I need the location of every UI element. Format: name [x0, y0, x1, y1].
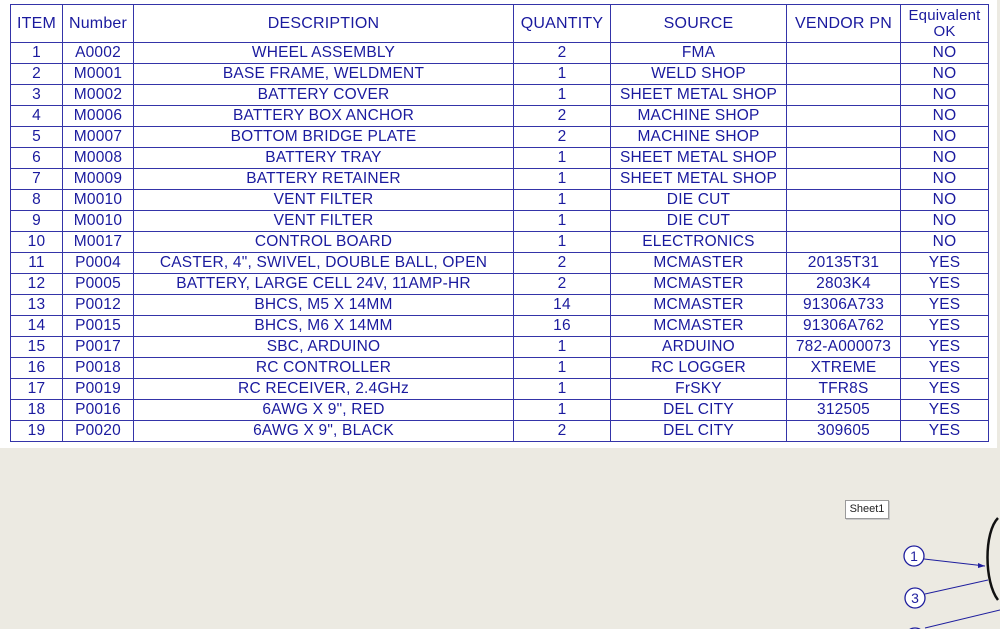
cell-source: RC LOGGER — [611, 358, 787, 379]
cell-item: 3 — [11, 85, 63, 106]
cell-number: M0007 — [63, 127, 134, 148]
cell-item: 11 — [11, 253, 63, 274]
table-row[interactable] — [11, 211, 989, 232]
table-row[interactable] — [11, 316, 989, 337]
cell-source: DEL CITY — [611, 400, 787, 421]
cell-number: P0016 — [63, 400, 134, 421]
cell-item: 12 — [11, 274, 63, 295]
cell-item: 19 — [11, 421, 63, 442]
table-row[interactable] — [11, 253, 989, 274]
cell-number: P0005 — [63, 274, 134, 295]
cell-equivalent: YES — [901, 400, 989, 421]
cell-vendor-pn: 91306A762 — [787, 316, 901, 337]
cell-equivalent: YES — [901, 274, 989, 295]
header-quantity[interactable]: QUANTITY — [514, 5, 611, 43]
table-row[interactable] — [11, 358, 989, 379]
cell-equivalent: YES — [901, 253, 989, 274]
cell-source: SHEET METAL SHOP — [611, 148, 787, 169]
cell-source: MCMASTER — [611, 295, 787, 316]
cell-description: RC RECEIVER, 2.4GHz — [134, 379, 514, 400]
cell-number: M0010 — [63, 190, 134, 211]
cell-description: VENT FILTER — [134, 211, 514, 232]
cell-description: BATTERY, LARGE CELL 24V, 11AMP-HR — [134, 274, 514, 295]
header-equivalent-line1: Equivalent — [908, 6, 981, 24]
table-row[interactable] — [11, 190, 989, 211]
cell-equivalent: NO — [901, 127, 989, 148]
table-row[interactable] — [11, 64, 989, 85]
cell-description: BATTERY BOX ANCHOR — [134, 106, 514, 127]
cell-description: 6AWG X 9", RED — [134, 400, 514, 421]
cell-vendor-pn — [787, 127, 901, 148]
cell-quantity: 2 — [514, 274, 611, 295]
cell-description: WHEEL ASSEMBLY — [134, 43, 514, 64]
cell-quantity: 1 — [514, 190, 611, 211]
sheet-tooltip[interactable]: Sheet1 — [845, 500, 889, 519]
cell-description: BOTTOM BRIDGE PLATE — [134, 127, 514, 148]
cell-number: P0012 — [63, 295, 134, 316]
cell-vendor-pn — [787, 211, 901, 232]
cell-quantity: 1 — [514, 64, 611, 85]
cell-vendor-pn — [787, 43, 901, 64]
header-vendor-pn[interactable]: VENDOR PN — [787, 5, 901, 43]
header-source[interactable]: SOURCE — [611, 5, 787, 43]
cell-vendor-pn: 91306A733 — [787, 295, 901, 316]
cell-equivalent: NO — [901, 169, 989, 190]
cell-description: BASE FRAME, WELDMENT — [134, 64, 514, 85]
cell-quantity: 2 — [514, 43, 611, 64]
cell-vendor-pn: XTREME — [787, 358, 901, 379]
cell-quantity: 1 — [514, 169, 611, 190]
table-row[interactable] — [11, 85, 989, 106]
cell-number: A0002 — [63, 43, 134, 64]
cell-quantity: 1 — [514, 337, 611, 358]
cell-source: DIE CUT — [611, 190, 787, 211]
cell-description: CASTER, 4", SWIVEL, DOUBLE BALL, OPEN — [134, 253, 514, 274]
cell-vendor-pn — [787, 148, 901, 169]
cell-quantity: 1 — [514, 232, 611, 253]
table-row[interactable] — [11, 295, 989, 316]
cell-source: WELD SHOP — [611, 64, 787, 85]
cell-item: 6 — [11, 148, 63, 169]
cell-quantity: 1 — [514, 148, 611, 169]
cell-vendor-pn — [787, 106, 901, 127]
table-row[interactable] — [11, 43, 989, 64]
cell-number: P0017 — [63, 337, 134, 358]
cell-number: M0009 — [63, 169, 134, 190]
cell-description: BATTERY TRAY — [134, 148, 514, 169]
cell-number: P0019 — [63, 379, 134, 400]
cell-quantity: 2 — [514, 253, 611, 274]
cell-description: CONTROL BOARD — [134, 232, 514, 253]
cell-source: FrSKY — [611, 379, 787, 400]
cell-equivalent: YES — [901, 358, 989, 379]
cell-source: ARDUINO — [611, 337, 787, 358]
assembly-drawing-view[interactable] — [880, 500, 1000, 629]
table-row[interactable] — [11, 232, 989, 253]
table-header-row — [11, 5, 989, 43]
cell-number: M0010 — [63, 211, 134, 232]
cell-vendor-pn: 782-A000073 — [787, 337, 901, 358]
cell-number: P0004 — [63, 253, 134, 274]
cell-description: 6AWG X 9", BLACK — [134, 421, 514, 442]
cell-item: 16 — [11, 358, 63, 379]
balloon-1-label: 1 — [910, 548, 918, 564]
cell-number: M0006 — [63, 106, 134, 127]
cell-source: FMA — [611, 43, 787, 64]
cell-quantity: 1 — [514, 358, 611, 379]
cell-item: 18 — [11, 400, 63, 421]
leader-line-1 — [924, 559, 985, 566]
cell-equivalent: YES — [901, 337, 989, 358]
cell-item: 7 — [11, 169, 63, 190]
table-row[interactable] — [11, 421, 989, 442]
cell-quantity: 16 — [514, 316, 611, 337]
cell-description: SBC, ARDUINO — [134, 337, 514, 358]
header-item[interactable]: ITEM — [11, 5, 63, 43]
cell-equivalent: NO — [901, 190, 989, 211]
cell-equivalent: YES — [901, 421, 989, 442]
cell-item: 14 — [11, 316, 63, 337]
cell-item: 1 — [11, 43, 63, 64]
cell-source: MCMASTER — [611, 274, 787, 295]
cell-source: MCMASTER — [611, 253, 787, 274]
cell-vendor-pn: 312505 — [787, 400, 901, 421]
cell-number: M0017 — [63, 232, 134, 253]
cell-description: BATTERY COVER — [134, 85, 514, 106]
header-equivalent-line2: OK — [933, 22, 956, 40]
cell-description: VENT FILTER — [134, 190, 514, 211]
cell-vendor-pn — [787, 85, 901, 106]
cell-vendor-pn: 20135T31 — [787, 253, 901, 274]
cell-number: P0018 — [63, 358, 134, 379]
cell-description: RC CONTROLLER — [134, 358, 514, 379]
cell-vendor-pn: 2803K4 — [787, 274, 901, 295]
cell-quantity: 1 — [514, 379, 611, 400]
cell-quantity: 2 — [514, 106, 611, 127]
cell-equivalent: YES — [901, 379, 989, 400]
cell-source: ELECTRONICS — [611, 232, 787, 253]
leader-line-3 — [925, 580, 988, 594]
cell-item: 13 — [11, 295, 63, 316]
cell-equivalent: NO — [901, 211, 989, 232]
cell-source: DEL CITY — [611, 421, 787, 442]
cell-description: BHCS, M5 X 14MM — [134, 295, 514, 316]
cell-quantity: 1 — [514, 400, 611, 421]
cell-description: BHCS, M6 X 14MM — [134, 316, 514, 337]
table-row[interactable] — [11, 379, 989, 400]
table-row[interactable] — [11, 274, 989, 295]
cell-equivalent: NO — [901, 85, 989, 106]
cell-item: 9 — [11, 211, 63, 232]
cell-equivalent: YES — [901, 316, 989, 337]
table-row[interactable] — [11, 169, 989, 190]
cell-number: M0001 — [63, 64, 134, 85]
table-row[interactable] — [11, 337, 989, 358]
cell-vendor-pn — [787, 232, 901, 253]
balloon-3-label: 3 — [911, 590, 919, 606]
cell-vendor-pn: TFR8S — [787, 379, 901, 400]
cell-equivalent: NO — [901, 106, 989, 127]
cell-item: 8 — [11, 190, 63, 211]
cell-quantity: 2 — [514, 127, 611, 148]
cell-vendor-pn — [787, 64, 901, 85]
cell-equivalent: YES — [901, 295, 989, 316]
cell-equivalent: NO — [901, 148, 989, 169]
cell-source: SHEET METAL SHOP — [611, 85, 787, 106]
cell-quantity: 1 — [514, 211, 611, 232]
cell-number: M0008 — [63, 148, 134, 169]
table-row[interactable] — [11, 148, 989, 169]
cell-item: 10 — [11, 232, 63, 253]
cell-source: DIE CUT — [611, 211, 787, 232]
wheel-outline — [988, 518, 999, 600]
cell-source: SHEET METAL SHOP — [611, 169, 787, 190]
cell-number: P0020 — [63, 421, 134, 442]
header-description[interactable]: DESCRIPTION — [134, 5, 514, 43]
cell-description: BATTERY RETAINER — [134, 169, 514, 190]
cell-source: MACHINE SHOP — [611, 106, 787, 127]
cell-item: 4 — [11, 106, 63, 127]
header-number[interactable]: Number — [63, 5, 134, 43]
table-body — [11, 43, 989, 442]
cell-source: MACHINE SHOP — [611, 127, 787, 148]
bill-of-materials-table[interactable] — [10, 4, 989, 442]
leader-line-next — [925, 610, 1000, 628]
cell-number: P0015 — [63, 316, 134, 337]
cell-source: MCMASTER — [611, 316, 787, 337]
cell-vendor-pn: 309605 — [787, 421, 901, 442]
cell-equivalent: NO — [901, 43, 989, 64]
cell-number: M0002 — [63, 85, 134, 106]
cell-item: 2 — [11, 64, 63, 85]
cell-quantity: 2 — [514, 421, 611, 442]
cell-quantity: 14 — [514, 295, 611, 316]
cell-item: 5 — [11, 127, 63, 148]
table-row[interactable] — [11, 127, 989, 148]
cell-equivalent: NO — [901, 232, 989, 253]
table-row[interactable] — [11, 400, 989, 421]
cell-quantity: 1 — [514, 85, 611, 106]
cell-vendor-pn — [787, 190, 901, 211]
cell-vendor-pn — [787, 169, 901, 190]
cell-equivalent: NO — [901, 64, 989, 85]
table-row[interactable] — [11, 106, 989, 127]
cell-item: 15 — [11, 337, 63, 358]
cell-item: 17 — [11, 379, 63, 400]
header-equivalent-ok[interactable] — [901, 5, 989, 43]
